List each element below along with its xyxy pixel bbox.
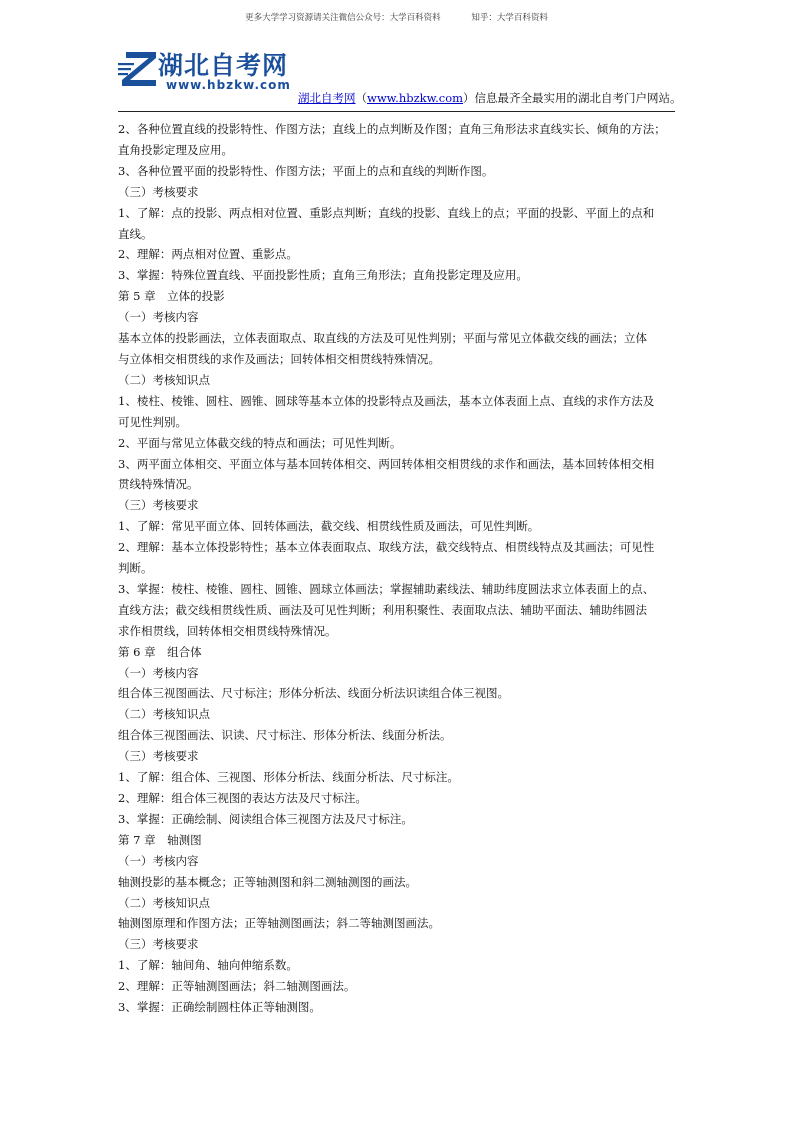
logo-url: www.hbzkw.com: [166, 78, 291, 92]
body-line: 1、棱柱、棱锥、圆柱、圆锥、圆球等基本立体的投影特点及画法，基本立体表面上点、直线的求作方法及: [118, 393, 655, 408]
body-line: 1、了解：轴间角、轴向伸缩系数。: [118, 958, 298, 973]
body-line: 3、掌握：正确绘制圆柱体正等轴测图。: [118, 1000, 321, 1015]
body-line: 第 5 章 立体的投影: [118, 289, 225, 304]
header-divider: [118, 111, 675, 112]
body-line: 基本立体的投影画法，立体表面取点、取直线的方法及可见性判别；平面与常见立体截交线的画法；立体: [118, 331, 647, 346]
body-line: 轴测投影的基本概念；正等轴测图和斜二测轴测图的画法。: [118, 874, 417, 889]
body-line: 直角投影定理及应用。: [118, 142, 233, 157]
body-line: 2、各种位置直线的投影特性、作图方法；直线上的点判断及作图；直角三角形法求直线实长、倾角的方法；: [118, 122, 666, 136]
notice-wechat: 更多大学学习资源请关注微信公众号：大学百科资料: [245, 13, 441, 23]
body-line: 轴测图原理和作图方法；正等轴测图画法；斜二等轴测图画法。: [118, 916, 440, 931]
body-line: （一）考核内容: [118, 665, 199, 680]
body-line: 贯线特殊情况。: [118, 477, 199, 492]
site-url-link[interactable]: www.hbzkw.com: [367, 91, 464, 105]
body-line: 1、了解：点的投影、两点相对位置、重影点判断；直线的投影、直线上的点；平面的投影、平面上的点和: [118, 205, 655, 220]
document-body: [118, 119, 683, 1018]
body-line: （二）考核知识点: [118, 372, 210, 387]
body-line: 直线。: [118, 226, 153, 241]
body-line: 判断。: [118, 561, 153, 576]
body-line: 1、了解：组合体、三视图、形体分析法、线面分析法、尺寸标注。: [118, 770, 459, 785]
body-line: 2、理解：正等轴测图画法；斜二轴测图画法。: [118, 979, 356, 994]
body-line: 2、理解：基本立体投影特性；基本立体表面取点、取线方法，截交线特点、相贯线特点及其画法；可见性: [118, 540, 655, 555]
body-line: （一）考核内容: [118, 310, 199, 325]
url-paren-open: （: [355, 91, 367, 105]
logo-title: 湖北自考网: [158, 51, 289, 80]
notice-zhihu: 知乎：大学百科资料: [471, 13, 548, 23]
site-tagline: 信息最齐全最实用的湖北自考门户网站。: [474, 91, 682, 105]
body-line: 可见性判别。: [118, 414, 187, 429]
body-line: 3、掌握：正确绘制、阅读组合体三视图方法及尺寸标注。: [118, 811, 413, 826]
body-line: 3、掌握：特殊位置直线、平面投影性质；直角三角形法；直角投影定理及应用。: [118, 268, 528, 283]
body-line: 3、各种位置平面的投影特性、作图方法；平面上的点和直线的判断作图。: [118, 163, 494, 178]
site-name-link[interactable]: 湖北自考网: [298, 91, 356, 105]
body-line: 组合体三视图画法、识读、尺寸标注、形体分析法、线面分析法。: [118, 728, 452, 743]
body-line: （二）考核知识点: [118, 895, 210, 910]
body-line: 第 7 章 轴测图: [118, 832, 202, 847]
body-line: 2、理解：两点相对位置、重影点。: [118, 247, 298, 262]
body-line: 组合体三视图画法、尺寸标注；形体分析法、线面分析法识读组合体三视图。: [118, 686, 509, 701]
body-line: 2、平面与常见立体截交线的特点和画法；可见性判断。: [118, 435, 402, 450]
body-line: 1、了解：常见平面立体、回转体画法，截交线、相贯线性质及画法，可见性判断。: [118, 519, 540, 534]
body-line: （三）考核要求: [118, 937, 199, 952]
body-line: 求作相贯线，回转体相交相贯线特殊情况。: [118, 623, 337, 638]
site-logo[interactable]: [118, 46, 298, 98]
site-tagline-line: [298, 90, 682, 106]
logo-z-icon: [118, 50, 162, 90]
url-paren-close: ）: [463, 91, 475, 105]
top-notice: [0, 11, 793, 23]
body-line: （三）考核要求: [118, 184, 199, 199]
body-line: （三）考核要求: [118, 749, 199, 764]
body-line: 2、理解：组合体三视图的表达方法及尺寸标注。: [118, 791, 367, 805]
body-line: 与立体相交相贯线的求作及画法；回转体相交相贯线特殊情况。: [118, 351, 440, 366]
body-line: 3、两平面立体相交、平面立体与基本回转体相交、两回转体相交相贯线的求作和画法，基本回转体相交相: [118, 456, 655, 471]
body-line: （一）考核内容: [118, 853, 199, 868]
body-line: 3、掌握：棱柱、棱锥、圆柱、圆锥、圆球立体画法；掌握辅助素线法、辅助纬度圆法求立体表面上的点、: [118, 581, 655, 596]
body-line: （三）考核要求: [118, 498, 199, 513]
body-line: 直线方法；截交线相贯线性质、画法及可见性判断；利用积聚性、表面取点法、辅助平面法、辅助纬圆法: [118, 602, 647, 617]
body-line: （二）考核知识点: [118, 707, 210, 722]
body-line: 第 6 章 组合体: [118, 644, 202, 659]
